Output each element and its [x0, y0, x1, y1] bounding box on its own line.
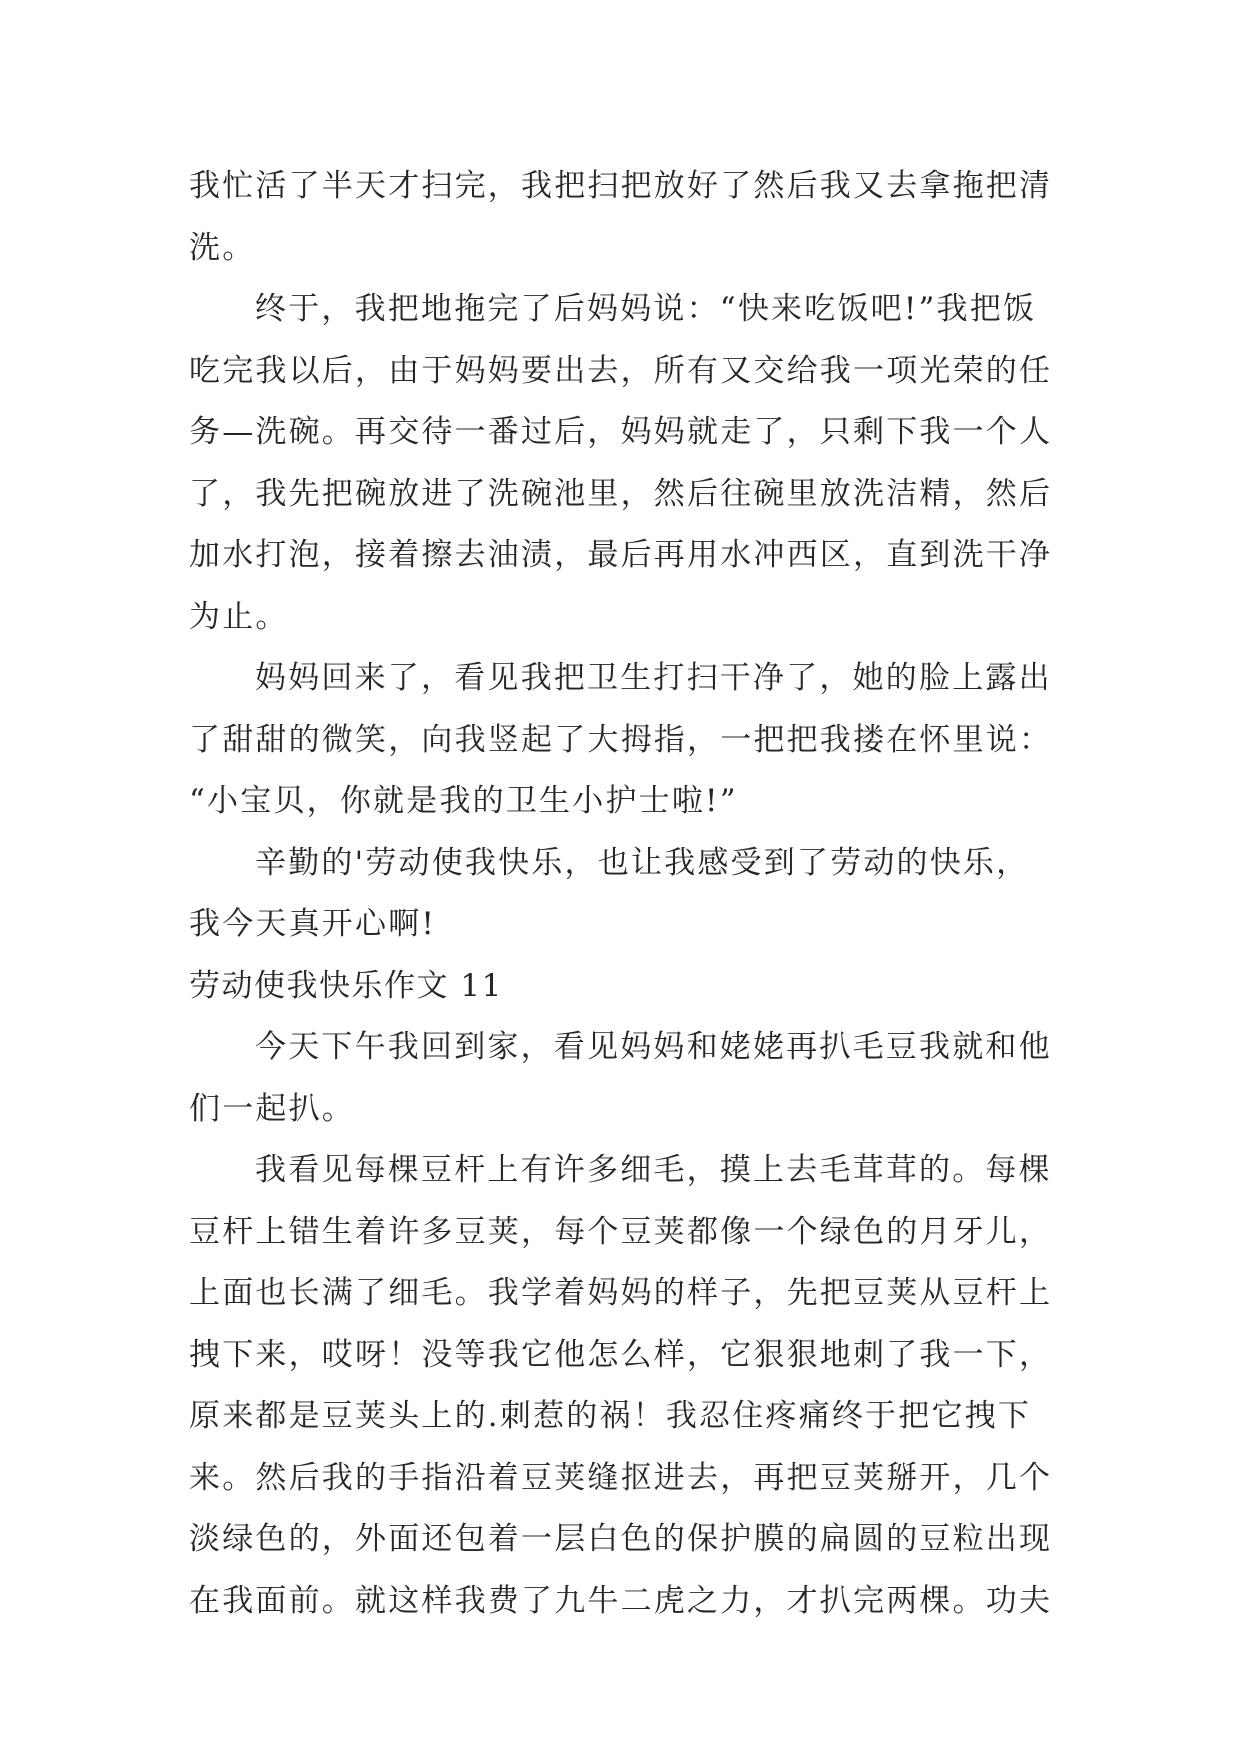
paragraph-start-line: 今天下午我回到家，看见妈妈和姥姥再扒毛豆我就和他: [255, 1029, 1052, 1065]
paragraph-start-line: 我看见每棵豆杆上有许多细毛，摸上去毛茸茸的。每棵: [255, 1152, 1052, 1188]
text-line: 了甜甜的微笑，向我竖起了大拇指，一把把我搂在怀里说：: [189, 721, 1053, 758]
text-line: 豆杆上错生着许多豆荚，每个豆荚都像一个绿色的月牙儿，: [189, 1213, 1053, 1250]
paragraph-start-line: 辛勤的'劳动使我快乐，也让我感受到了劳动的快乐，: [255, 844, 1030, 881]
text-line: 洗。: [189, 229, 256, 266]
text-line: 了，我先把碗放进了洗碗池里，然后往碗里放洗洁精，然后: [189, 475, 1053, 512]
text-line: 原来都是豆荚头上的.刺惹的祸！我忍住疼痛终于把它拽下: [189, 1398, 1032, 1434]
text-line: 们一起扒。: [189, 1090, 355, 1127]
text-line: 在我面前。就这样我费了九牛二虎之力，才扒完两棵。功夫: [189, 1582, 1053, 1619]
text-line: 来。然后我的手指沿着豆荚缝抠进去，再把豆荚掰开，几个: [189, 1459, 1053, 1496]
text-line: 加水打泡，接着擦去油渍，最后再用水冲西区，直到洗干净: [189, 537, 1053, 573]
paragraph-start-line: 终于，我把地拖完了后妈妈说：“快来吃饭吧!”我把饭: [255, 291, 1037, 327]
document-body: [189, 156, 1069, 1632]
text-line: 为止。: [189, 598, 289, 635]
text-line: 我今天真开心啊!: [189, 906, 437, 942]
text-line: 淡绿色的，外面还包着一层白色的保护膜的扁圆的豆粒出现: [189, 1521, 1053, 1557]
text-line: 我忙活了半天才扫完，我把扫把放好了然后我又去拿拖把清: [189, 168, 1053, 204]
text-line: 拽下来，哎呀！没等我它他怎么样，它狠狠地刺了我一下，: [189, 1336, 1053, 1373]
text-line: 上面也长满了细毛。我学着妈妈的样子，先把豆荚从豆杆上: [189, 1275, 1053, 1311]
text-line: “小宝贝，你就是我的卫生小护士啦!”: [189, 783, 738, 819]
text-line: 吃完我以后，由于妈妈要出去，所有又交给我一项光荣的任: [189, 352, 1053, 389]
paragraph-start-line: 妈妈回来了，看见我把卫生打扫干净了，她的脸上露出: [255, 660, 1052, 696]
section-heading: 劳动使我快乐作文 11: [189, 967, 503, 1004]
text-line: 务—洗碗。再交待一番过后，妈妈就走了，只剩下我一个人: [189, 414, 1053, 450]
